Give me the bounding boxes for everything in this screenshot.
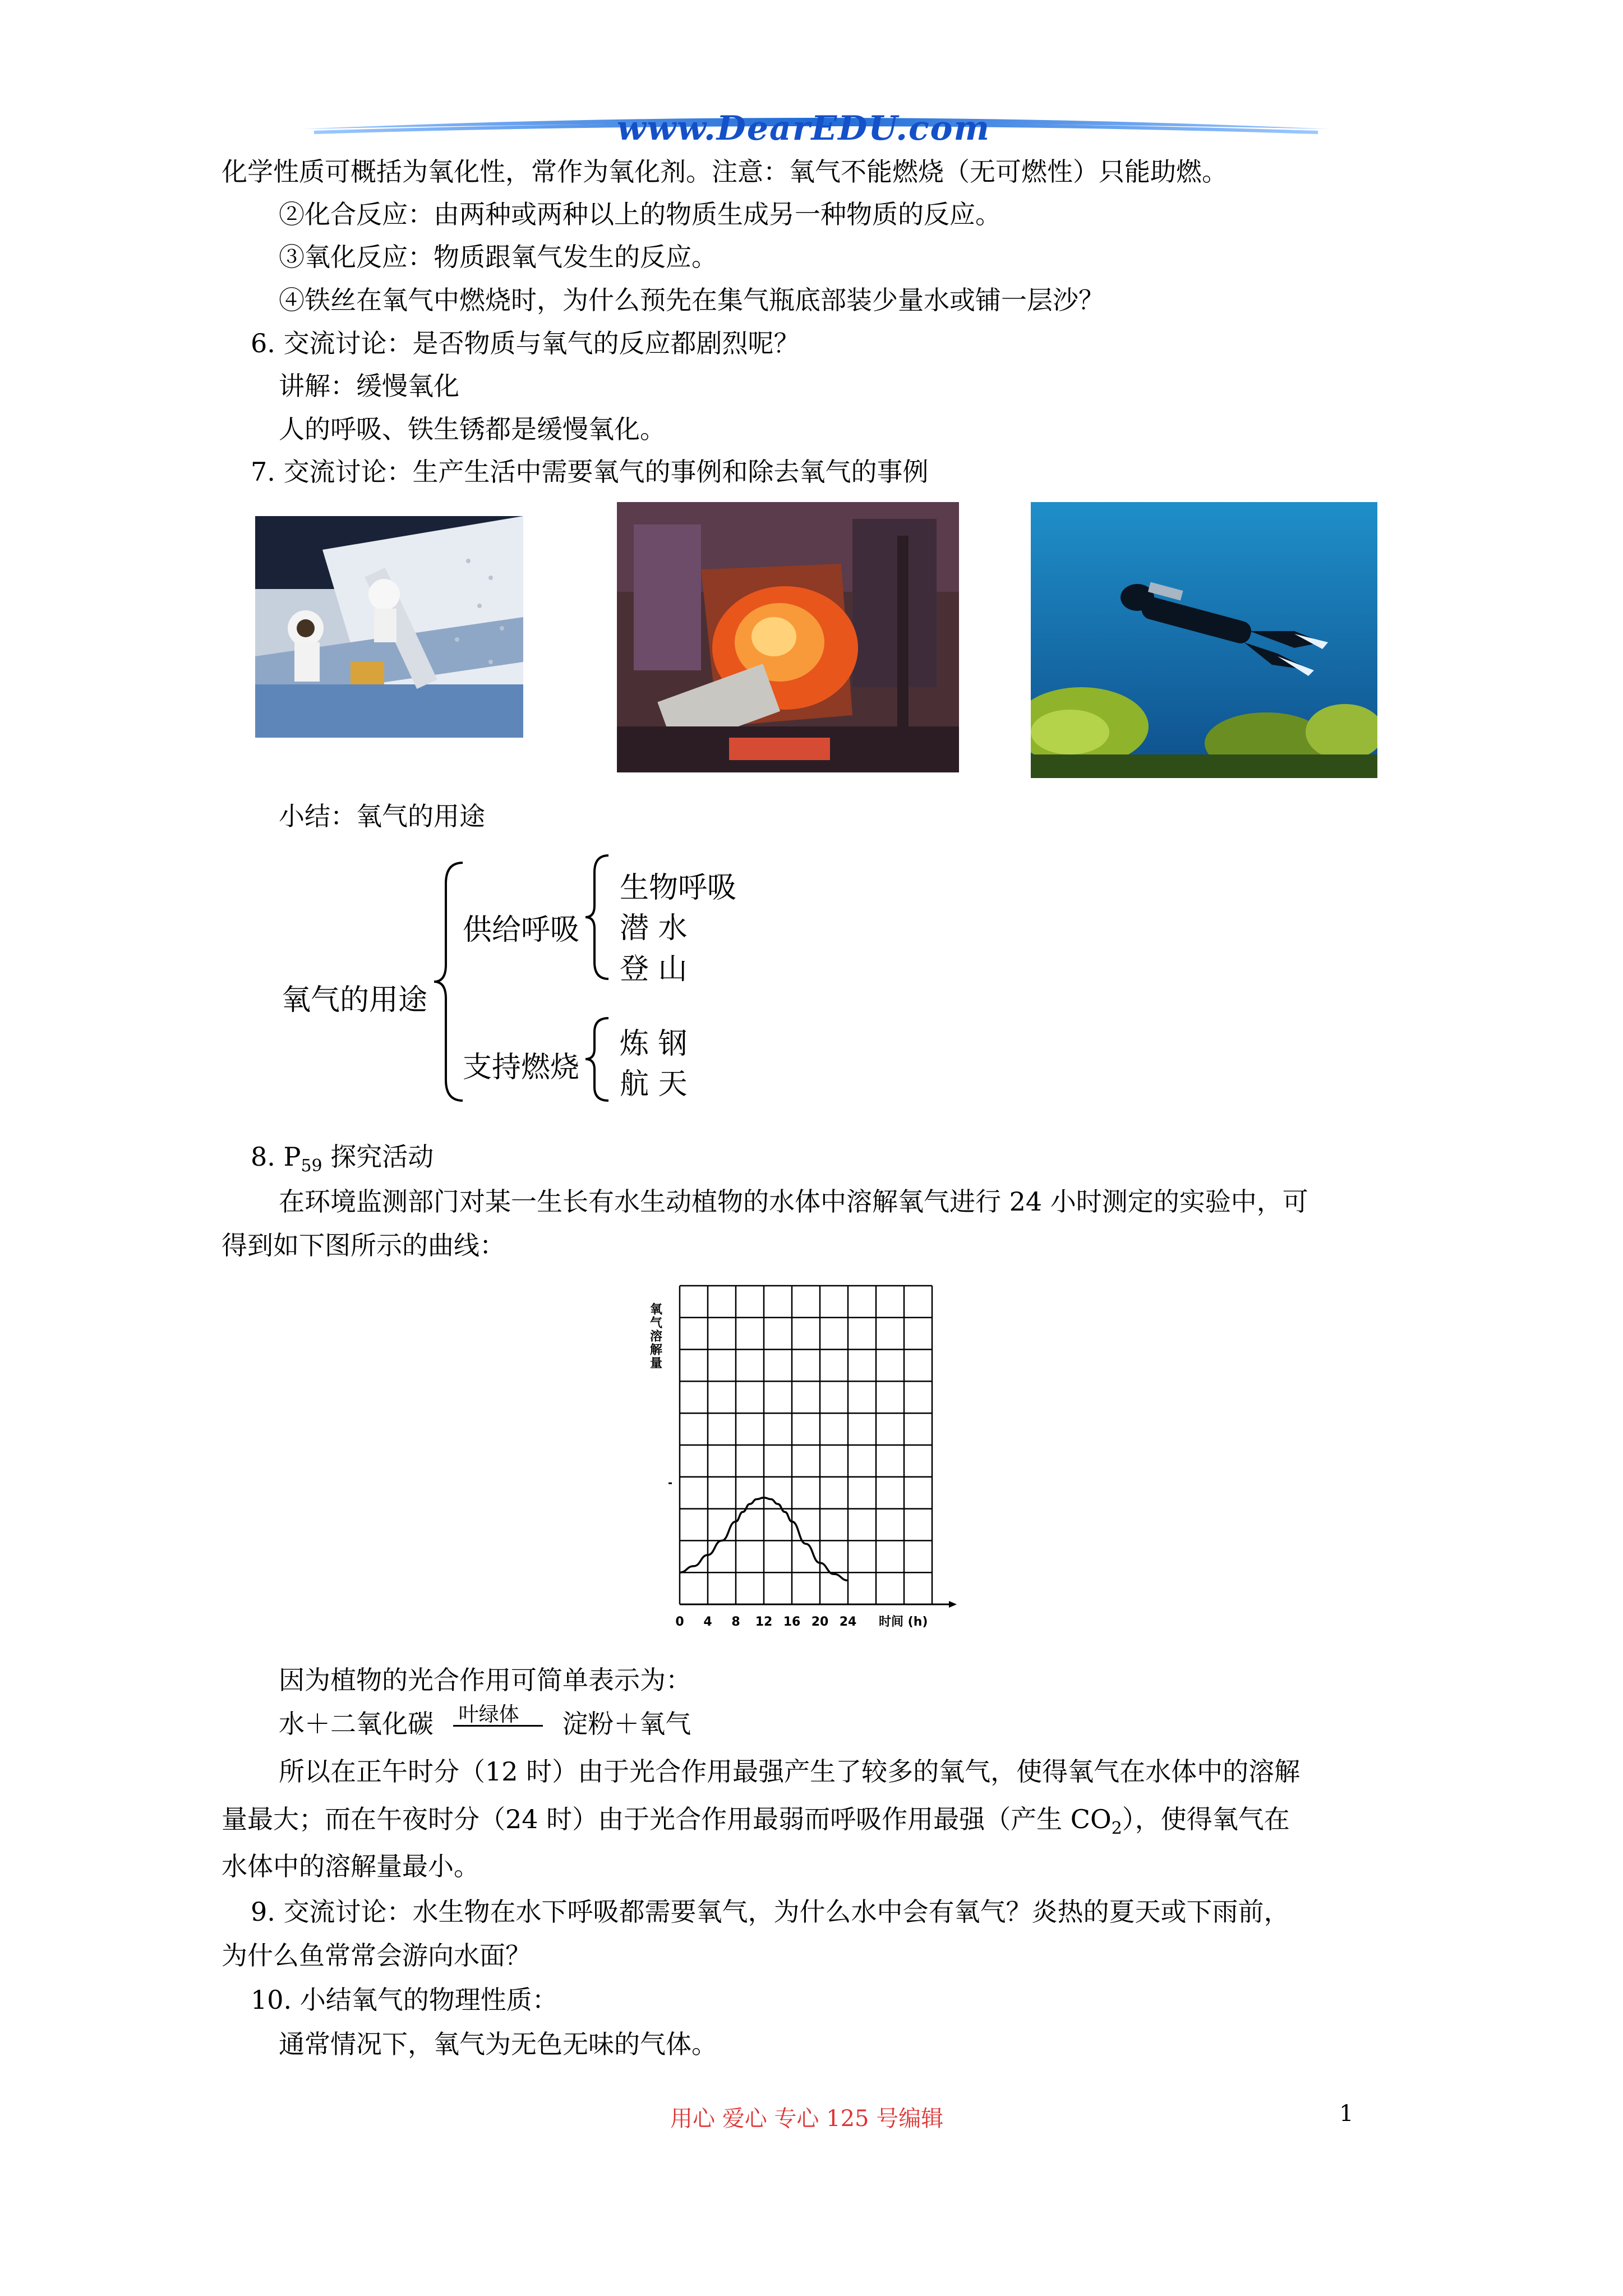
tree-brace-combustion: [583, 1015, 617, 1105]
text-segment: ），使得氧气在: [1122, 1804, 1290, 1834]
x-tick-label: 0: [675, 1615, 684, 1629]
tree-branch-supply: 供给呼吸: [463, 913, 580, 947]
x-tick-label: 16: [783, 1615, 801, 1629]
text-line: 所以在正午时分（12 时）由于光合作用最强产生了较多的氧气，使得氧气在水体中的溶解: [279, 1756, 1301, 1787]
subscript: 2: [1111, 1819, 1122, 1839]
eq-left: 水＋二氧化碳: [279, 1709, 434, 1739]
eq-right: 淀粉＋氧气: [562, 1709, 691, 1739]
text-segment: 探究活动: [322, 1142, 434, 1172]
text-line: 为什么鱼常常会游向水面？: [222, 1940, 531, 1971]
text-line: ③氧化反应：物质跟氧气发生的反应。: [279, 242, 717, 272]
site-name[interactable]: www.DearEDU.com: [617, 109, 991, 148]
text-line: 得到如下图所示的曲线：: [222, 1230, 505, 1260]
tree-item: 登 山: [620, 953, 688, 986]
diver-photo: [1031, 502, 1377, 778]
subscript: 59: [301, 1156, 322, 1176]
summary-label: 小结：氧气的用途: [279, 801, 485, 831]
tree-item: 炼 钢: [620, 1027, 688, 1061]
text-line: 讲解：缓慢氧化: [279, 371, 459, 401]
text-line: 因为植物的光合作用可简单表示为：: [279, 1665, 691, 1695]
text-line: 10. 小结氧气的物理性质：: [251, 1985, 558, 2015]
text-line: 在环境监测部门对某一生长有水生动植物的水体中溶解氧气进行 24 小时测定的实验中，可: [279, 1186, 1308, 1217]
tree-item: 生物呼吸: [620, 871, 737, 905]
chart-grid: [680, 1286, 932, 1604]
astronaut-photo: [255, 516, 523, 738]
text-line: 6. 交流讨论：是否物质与氧气的反应都剧烈呢？: [251, 328, 800, 358]
text-line: 水体中的溶解量最小。: [222, 1851, 479, 1881]
page-number: 1: [1339, 2101, 1354, 2127]
text-segment: 量最大；而在午夜时分（24 时）由于光合作用最弱而呼吸作用最强（产生 CO: [222, 1804, 1112, 1834]
oxygen-chart: [645, 1279, 993, 1649]
x-tick-label: 24: [839, 1615, 857, 1629]
text-line: 通常情况下，氧气为无色无味的气体。: [279, 2029, 717, 2059]
eq-condition: 叶绿体: [458, 1703, 519, 1726]
eq-line: [453, 1725, 543, 1727]
oxygen-uses-diagram: [247, 853, 808, 1122]
tree-branch-combustion: 支持燃烧: [463, 1051, 580, 1084]
x-tick-label: 12: [755, 1615, 773, 1629]
footer-text: 用心 爱心 专心 125 号编辑: [670, 2106, 944, 2132]
text-line: 7. 交流讨论：生产生活中需要氧气的事例和除去氧气的事例: [251, 457, 929, 487]
x-axis-arrow: [949, 1601, 957, 1608]
x-tick-label: 4: [703, 1615, 712, 1629]
x-tick-label: 20: [811, 1615, 829, 1629]
tree-brace-supply: [583, 853, 617, 982]
text-line: 化学性质可概括为氧化性，常作为氧化剂。注意：氧气不能燃烧（无可燃性）只能助燃。: [222, 157, 1228, 187]
chart-ticks: [675, 1615, 856, 1629]
steelmaking-photo: [617, 502, 959, 772]
tree-item: 航 天: [620, 1068, 688, 1101]
text-segment: 8. P: [251, 1142, 301, 1172]
eq-arrow: [453, 1703, 543, 1737]
text-line: 人的呼吸、铁生锈都是缓慢氧化。: [279, 414, 666, 444]
text-line: [222, 1802, 1290, 1846]
text-line: [251, 1140, 434, 1183]
x-tick-label: 8: [731, 1615, 740, 1629]
tree-root: 氧气的用途: [282, 983, 428, 1017]
equation: [279, 1703, 691, 1741]
chart-axes: [668, 1483, 957, 1608]
text-line: 9. 交流讨论：水生物在水下呼吸都需要氧气，为什么水中会有氧气？炎热的夏天或下雨前，: [251, 1897, 1290, 1927]
text-line: ②化合反应：由两种或两种以上的物质生成另一种物质的反应。: [279, 199, 1001, 229]
header-banner: [303, 109, 1329, 151]
text-line: ④铁丝在氧气中燃烧时，为什么预先在集气瓶底部装少量水或铺一层沙？: [279, 285, 1104, 315]
chart-ylabel: 氧气溶解量: [648, 1303, 662, 1370]
tree-item: 潜 水: [620, 912, 688, 945]
chart-svg: [645, 1279, 993, 1649]
chart-xlabel: 时间 (h): [879, 1615, 928, 1629]
